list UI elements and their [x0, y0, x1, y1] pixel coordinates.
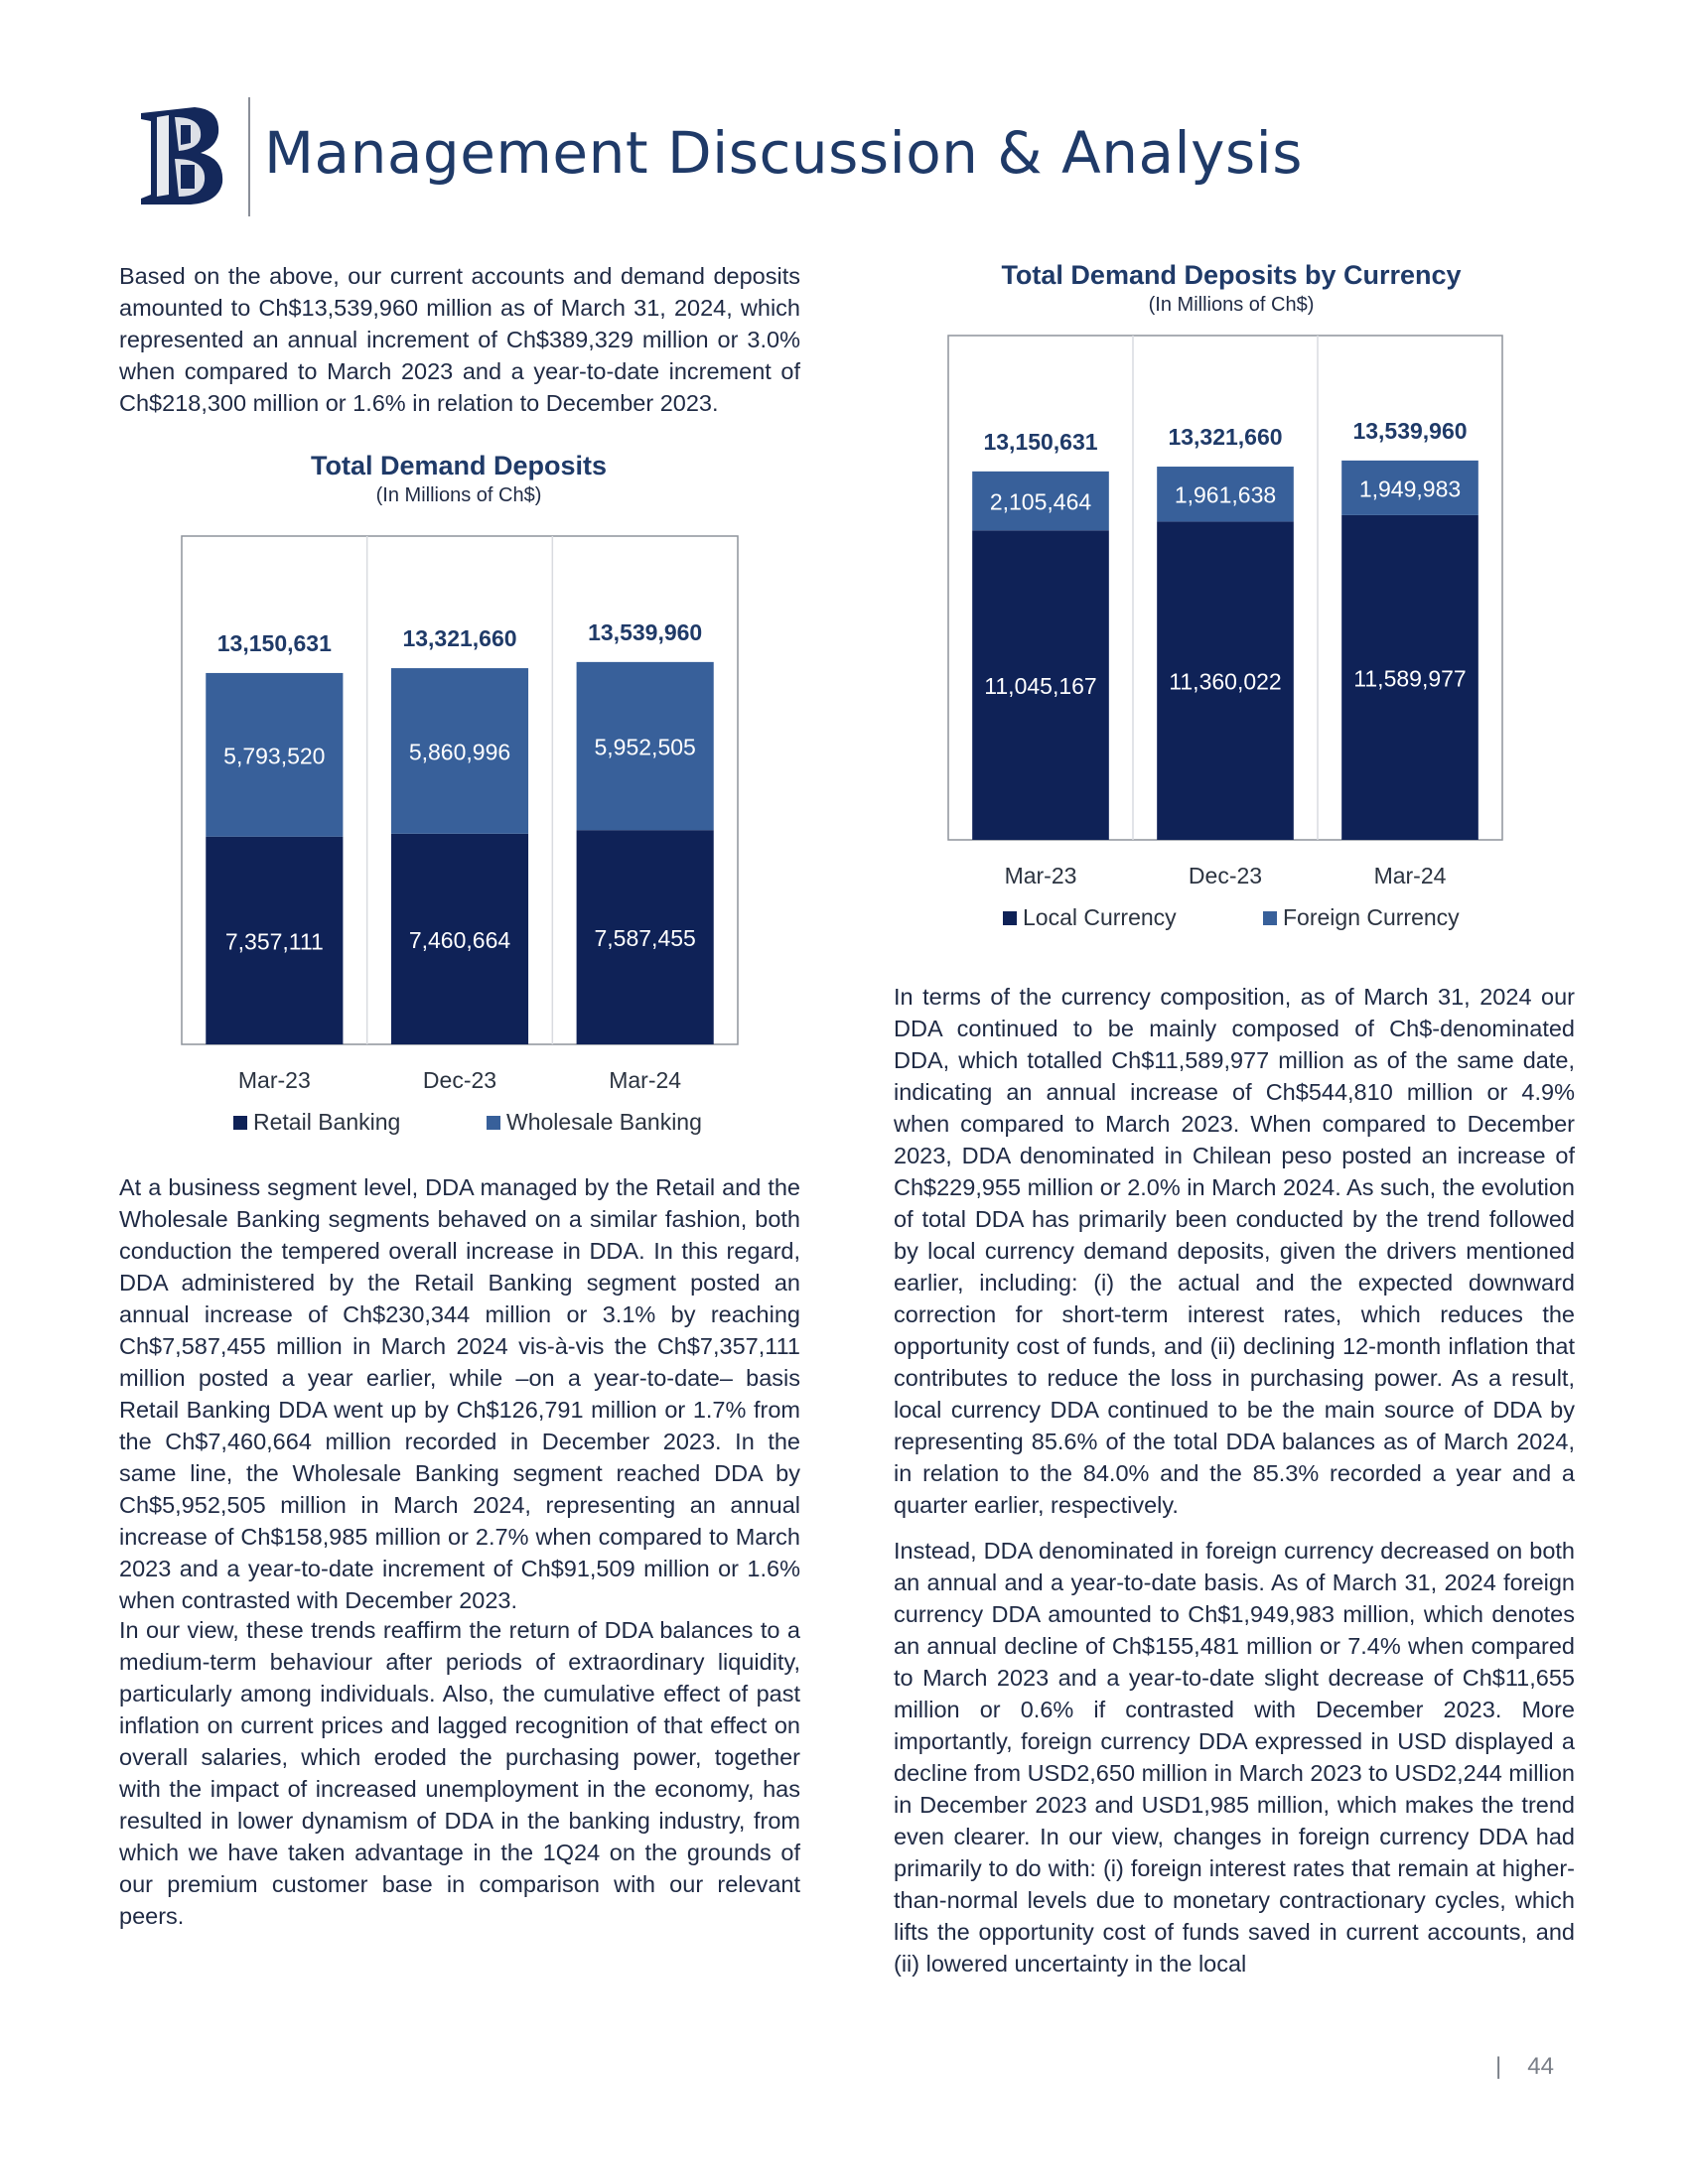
- chart-1-subtitle: (In Millions of Ch$): [375, 484, 542, 506]
- data-label: 11,360,022: [1169, 668, 1282, 695]
- total-demand-deposits-by-currency-chart: [943, 334, 1539, 949]
- chart-1-title: Total Demand Deposits: [310, 451, 608, 480]
- legend-swatch: [1263, 911, 1277, 925]
- legend-label: Retail Banking: [253, 1109, 401, 1135]
- category-label: Mar-23: [237, 1067, 311, 1093]
- legend-label: Local Currency: [1023, 904, 1177, 930]
- page-number: [1495, 2053, 1554, 2081]
- legend-label: Foreign Currency: [1283, 904, 1460, 930]
- data-label: 2,105,464: [989, 488, 1092, 515]
- data-label: 11,045,167: [984, 673, 1097, 700]
- chart-2-subtitle: (In Millions of Ch$): [1148, 294, 1315, 316]
- legend-swatch: [233, 1116, 247, 1130]
- data-label: 7,357,111: [224, 928, 324, 955]
- intro-paragraph: Based on the above, our current accounts and demand deposits amounted to Ch$13,539,960 million as of March 31, 2024, which represented an annual increment of Ch$389,329 million or 3.0% when compared to March 2023 and a year-to-date increment of Ch$218,300 million or 1.6% in relation to December 2023.: [119, 263, 800, 416]
- total-label: 13,539,960: [588, 618, 703, 645]
- legend-swatch: [487, 1116, 500, 1130]
- category-label: Mar-24: [1373, 863, 1447, 888]
- total-label: 13,150,631: [216, 629, 332, 656]
- category-label: Mar-24: [609, 1067, 682, 1093]
- page-title: Management Discussion & Analysis: [264, 119, 1304, 187]
- segment-analysis-paragraph: At a business segment level, DDA managed by the Retail and the Wholesale Banking segments behaved on a similar fashion, both conduction the tempered overall increase in DDA. In this regard, DDA administered by the Retail Banking segment posted an annual increase of Ch$230,344 million or 3.1% by reaching Ch$7,587,455 million in March 2024 vis-à-vis the Ch$7,357,111 million posted a year earlier, while –on a year-to-date– basis Retail Banking DDA went up by Ch$126,791 million or 1.7% from the Ch$7,460,664 million recorded in December 2023. In the same line, the Wholesale Banking segment reached DDA by Ch$5,952,505 million in March 2024, representing an annual increase of Ch$158,985 million or 2.7% when compared to March 2023 and a year-to-date increment of Ch$91,509 million or 1.6% when contrasted with December 2023.: [119, 1174, 800, 1613]
- page-number-value: 44: [1527, 2053, 1554, 2080]
- currency-composition-paragraph: In terms of the currency composition, as of March 31, 2024 our DDA continued to be mainly composed of Ch$-denominated DDA, which totalled Ch$11,589,977 million as of the same date, indicating an annual increase of Ch$544,810 million or 4.9% when compared to March 2023. When compared to December 2023, DDA denominated in Chilean peso posted an increase of Ch$229,955 million or 2.0% in March 2024. As such, the evolution of total DDA has primarily been conducted by the trend followed by local currency demand deposits, given the drivers mentioned earlier, including: (i) the actual and the expected downward correction for short-term interest rates, which reduces the opportunity cost of funds, and (ii) declining 12-month inflation that contributes to reduce the loss in purchasing power. As a result, local currency DDA continued to be the main source of DDA by representing 85.6% of the total DDA balances as of March 2024, in relation to the 84.0% and the 85.3% recorded a year and a quarter earlier, respectively.: [894, 984, 1575, 1518]
- chart-2-title: Total Demand Deposits by Currency: [1001, 260, 1462, 290]
- data-label: 5,860,996: [408, 739, 511, 765]
- category-label: Mar-23: [1004, 863, 1077, 888]
- data-label: 1,949,983: [1358, 476, 1462, 502]
- data-label: 5,793,520: [223, 743, 326, 769]
- total-label: 13,321,660: [402, 625, 517, 652]
- data-label: 7,587,455: [594, 925, 696, 952]
- total-label: 13,539,960: [1352, 417, 1468, 444]
- page-number-separator: |: [1495, 2053, 1502, 2080]
- total-label: 13,321,660: [1168, 424, 1283, 451]
- foreign-currency-paragraph: Instead, DDA denominated in foreign currency decreased on both an annual and a year-to-date basis. As of March 31, 2024 foreign currency DDA amounted to Ch$1,949,983 million, which denotes an annual decline of Ch$155,481 million or 7.4% when compared to March 2023 and a year-to-date slight decrease of Ch$11,655 million or 0.6% if contrasted with December 2023. More importantly, foreign currency DDA expressed in USD displayed a decline from USD2,650 million in March 2023 to USD2,244 million in December 2023 and USD1,985 million, which makes the trend even clearer. In our view, changes in foreign currency DDA had primarily to do with: (i) foreign interest rates that remain at higher-than-normal levels due to monetary contractionary cycles, which lifts the opportunity cost of funds saved in current accounts, and (ii) lowered uncertainty in the local: [894, 1538, 1575, 1977]
- total-label: 13,150,631: [983, 428, 1098, 455]
- total-demand-deposits-chart: [139, 516, 774, 1152]
- header-divider: [248, 97, 250, 216]
- trend-view-paragraph: In our view, these trends reaffirm the return of DDA balances to a medium-term behaviour after periods of extraordinary liquidity, particularly among individuals. Also, the cumulative effect of past inflation on current prices and lagged recognition of that effect on overall salaries, which eroded the purchasing power, together with the impact of increased unemployment in the economy, has resulted in lower dynamism of DDA in the banking industry, from which we have taken advantage in the 1Q24 on the grounds of our premium customer base in comparison with our relevant peers.: [119, 1617, 800, 1929]
- data-label: 11,589,977: [1353, 665, 1467, 692]
- data-label: 5,952,505: [594, 734, 696, 760]
- category-label: Dec-23: [1188, 863, 1263, 888]
- data-label: 1,961,638: [1174, 481, 1277, 508]
- bank-monogram-logo: [135, 103, 226, 206]
- legend-swatch: [1003, 911, 1017, 925]
- category-label: Dec-23: [422, 1067, 497, 1093]
- legend-label: Wholesale Banking: [506, 1109, 702, 1135]
- data-label: 7,460,664: [408, 926, 511, 953]
